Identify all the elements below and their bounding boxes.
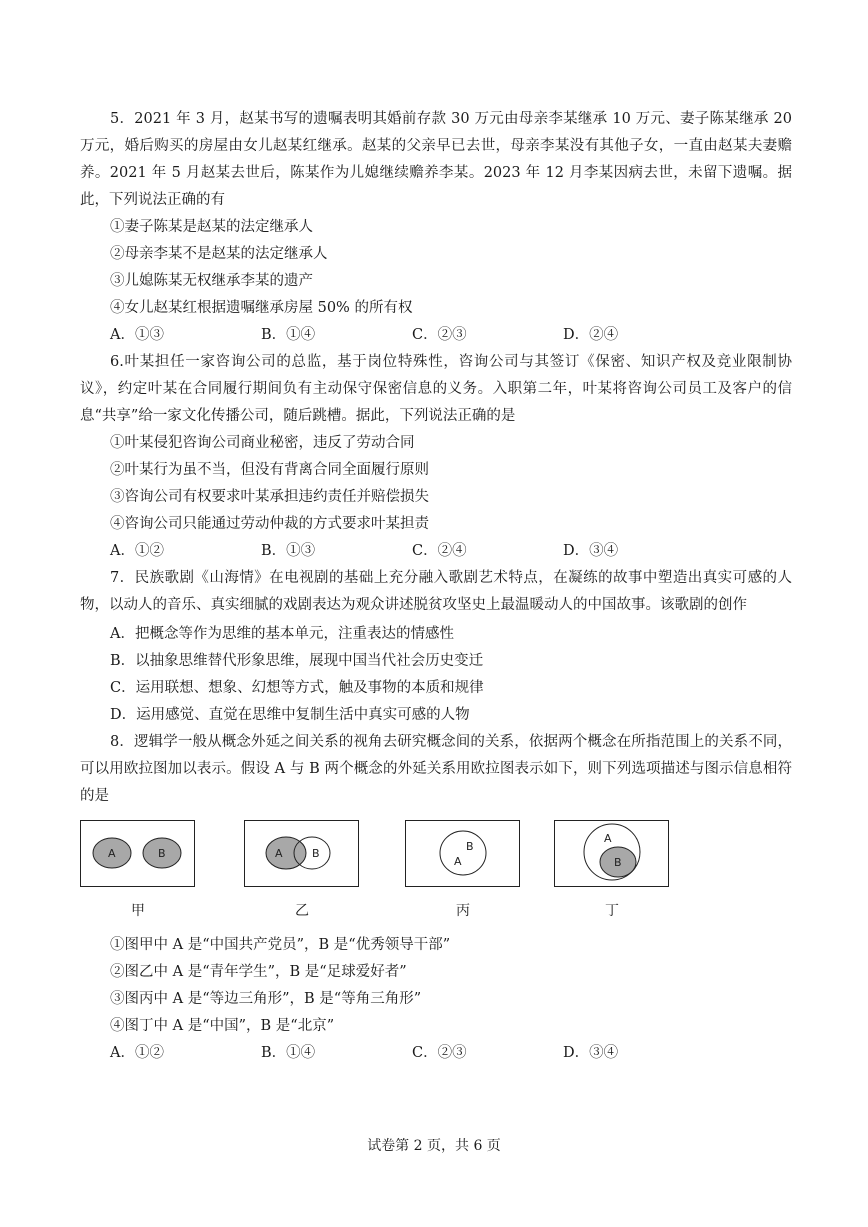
option-d: D．②④ (563, 327, 619, 343)
statement-item: ④图丁中 A 是“中国”，B 是“北京” (110, 1018, 335, 1034)
option-a: A．①③ (110, 327, 164, 343)
option-c: C．②④ (412, 543, 467, 559)
stem-line: 6.叶某担任一家咨询公司的总监，基于岗位特殊性，咨询公司与其签订《保密、知识产权及竞业限制 (110, 354, 778, 370)
answer-options (80, 1040, 792, 1067)
statement-item: ③图丙中 A 是“等边三角形”，B 是“等角三角形” (110, 991, 422, 1007)
euler-diagram-ding (554, 820, 670, 890)
statement-item: ③儿媳陈某无权继承李某的遗产 (110, 273, 313, 289)
option-c: C．②③ (412, 1045, 467, 1061)
question-7 (80, 565, 792, 729)
option-b: B．①③ (261, 543, 316, 559)
statement-item: ②图乙中 A 是“青年学生”，B 是“足球爱好者” (110, 964, 407, 980)
stem-line: 万元，婚后购买的房屋由女儿赵某红继承。赵某的父亲早已去世，母亲李某没有其他子女，一直由赵某夫 (80, 138, 763, 154)
circle-a (266, 837, 306, 869)
euler-diagram-yi (244, 820, 360, 890)
stem-line: 据此，下列说法正确的有 (80, 165, 792, 208)
question-6 (80, 349, 792, 565)
page-footer: 试卷第 2 页，共 6 页 (367, 1138, 501, 1154)
stem-line: 协议》，约定叶某在合同履行期间负有主动保守保密信息的义务。入职第二年，叶某将咨询公司员工及客户 (80, 354, 792, 397)
diagram-ding (554, 820, 670, 919)
answer-options (80, 322, 792, 349)
label-b: B (466, 840, 474, 853)
stem-line: 妻赡养。2021 年 5 月赵某去世后，陈某作为儿媳继续赡养李某。2023 年 12 月李某因病去世，未留下遗嘱。 (80, 138, 792, 181)
euler-diagrams (80, 820, 792, 932)
diagram-caption: 丙 (456, 903, 470, 919)
stem-line: 8．逻辑学一般从概念外延之间关系的视角去研究概念间的关系，依据两个概念在所指范围上的关系不 (110, 734, 763, 750)
question-6-stem (80, 349, 792, 430)
stem-line: 7．民族歌剧《山海情》在电视剧的基础上充分融入歌剧艺术特点，在凝练的故事中塑造出真实可感的 (110, 570, 778, 586)
option-a: A．①② (110, 1045, 164, 1061)
choice-b: B．以抽象思维替代形象思维，展现中国当代社会历史变迁 (110, 653, 484, 669)
option-d: D．③④ (563, 1045, 619, 1061)
label-a: A (108, 847, 116, 860)
statement-item: ①妻子陈某是赵某的法定继承人 (110, 219, 313, 235)
label-a: A (275, 847, 283, 860)
option-c: C．②③ (412, 327, 467, 343)
label-a: A (454, 855, 462, 868)
label-b: B (312, 847, 320, 860)
label-a: A (604, 832, 612, 845)
question-5-stem (80, 106, 792, 214)
statement-item: ①叶某侵犯咨询公司商业秘密，违反了劳动合同 (110, 435, 415, 451)
statement-item: ①图甲中 A 是“中国共产党员”，B 是“优秀领导干部” (110, 937, 451, 953)
page-content (80, 106, 792, 1067)
question-7-stem (80, 565, 792, 619)
diagram-yi (244, 820, 360, 919)
euler-diagram-jia (80, 820, 196, 890)
stem-line: 信息相符的是 (80, 761, 793, 804)
circle-ab (440, 831, 486, 875)
answer-options (80, 538, 792, 565)
statement-item: ②叶某行为虽不当，但没有背离合同全面履行原则 (110, 462, 429, 478)
euler-diagram-bing (405, 820, 521, 890)
question-8-stem (80, 729, 792, 810)
choice-d: D．运用感觉、直觉在思维中复制生活中真实可感的人物 (110, 707, 470, 723)
statement-item: ④女儿赵某红根据遗嘱继承房屋 50% 的所有权 (110, 300, 413, 316)
choice-a: A．把概念等作为思维的基本单元，注重表达的情感性 (110, 626, 454, 642)
stem-line: 作 (732, 597, 747, 613)
label-b: B (614, 856, 622, 869)
statement-item: ②母亲李某不是赵某的法定继承人 (110, 246, 328, 262)
question-8 (80, 729, 792, 1067)
statement-item: ③咨询公司有权要求叶某承担违约责任并赔偿损失 (110, 489, 429, 505)
choice-c: C．运用联想、想象、幻想等方式，触及事物的本质和规律 (110, 680, 484, 696)
diagram-bing (405, 820, 521, 919)
diagram-frame (406, 821, 520, 887)
stem-line: 同，可以用欧拉图加以表示。假设 A 与 B 两个概念的外延关系用欧拉图表示如下，则下列选项描述与图示 (80, 734, 793, 777)
diagram-caption: 丁 (605, 903, 619, 919)
stem-line: 的信息“共享”给一家文化传播公司，随后跳槽。据此，下列说法正确的是 (80, 381, 793, 424)
option-b: B．①④ (261, 1045, 316, 1061)
stem-line: 人物，以动人的音乐、真实细腻的戏剧表达为观众讲述脱贫攻坚史上最温暖动人的中国故事。该歌剧的创 (80, 570, 792, 613)
stem-line: 5．2021 年 3 月，赵某书写的遗嘱表明其婚前存款 30 万元由母亲李某继承 10 万元、妻子陈某继承 20 (110, 111, 792, 127)
question-5 (80, 106, 792, 349)
diagram-caption: 甲 (131, 903, 145, 919)
diagram-caption: 乙 (295, 903, 309, 919)
statement-item: ④咨询公司只能通过劳动仲裁的方式要求叶某担责 (110, 516, 429, 532)
diagram-jia (80, 820, 196, 919)
option-b: B．①④ (261, 327, 316, 343)
option-a: A．①② (110, 543, 164, 559)
label-b: B (158, 847, 166, 860)
option-d: D．③④ (563, 543, 619, 559)
